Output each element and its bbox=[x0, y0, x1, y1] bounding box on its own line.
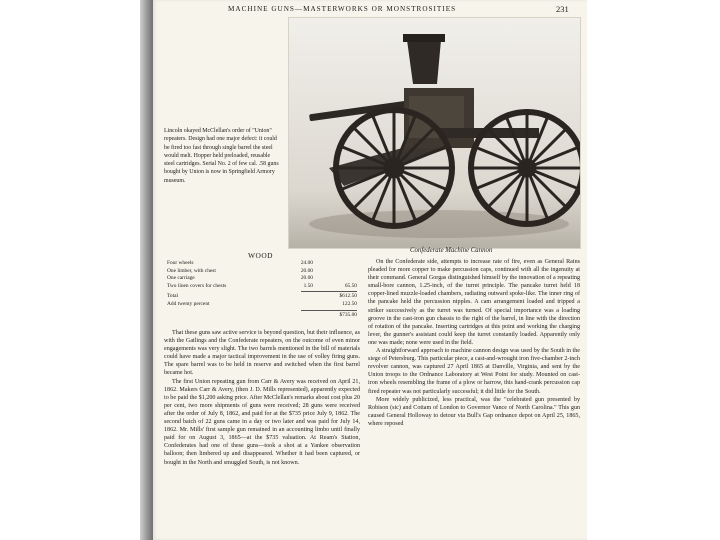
divider bbox=[301, 310, 357, 311]
row-label: One limber, with chest bbox=[167, 267, 216, 274]
paragraph: On the Confederate side, attempts to increase rate of fire, even as General Rains pleaded for more copper to make percussion caps, continued with all the ingenuity at their command. General Gorgas distinguished himself by the innovation of a repeating small-bore cannon, 1.25-inch, of the turret principle. The pancake turret held 18 copper-lined muzzle-loaded chambers, radiating outward spoke-like. The inner ring of the pancake held the percussion nipples. A cam arrangement loaded and tripped a striker successively as the turret was turned. Of special importance was a loading groove in the cast-iron gun chassis to the right of the barrel, in line with the direction of rotation of the pancake. Inserting cartridges at this point and working the charging lever, the gunner's assistant could keep the turret constantly loaded. Apparently only one was made; none were used in the field. bbox=[368, 259, 580, 346]
page-number: 231 bbox=[556, 4, 569, 14]
total-value: $612.50 bbox=[339, 293, 357, 300]
wood-table-title: WOOD bbox=[248, 251, 273, 260]
book-spine bbox=[140, 0, 154, 540]
table-row bbox=[167, 268, 357, 276]
photo-caption: Lincoln okayed McClellan's order of "Union" repeaters. Design had one major defect: it could be fired too fast through single barrel the steel would melt. Hopper held preloaded, reusable steel cartridges. Serial No. 2 of few cal. .58 guns bought by Union is now in Springfield Armory museum. bbox=[164, 128, 279, 184]
row-label: Two linen covers for chests bbox=[167, 282, 227, 289]
row-label: Four wheels bbox=[167, 260, 194, 266]
grand-total-value: $735.00 bbox=[339, 311, 357, 318]
right-text-column bbox=[368, 258, 580, 428]
paragraph: The first Union repeating gun from Carr & Avery was received on April 21, 1862. Makers Carr & Avery, (then J. D. Mills represented), apparently expected to be paid the $1,200 asking price. After McClellan's remarks about cost plus 20 per cent, two more shipments of guns were received; 28 guns were received after the order of July 8, 1862, and paid for at the $735 price July 9, 1862. The second batch of 22 guns came in a day or two later and was paid for July 14, 1862. Mr. Mills' first sample gun remained in an accounting limbo until finally paid for on August 3, 1865—at the $735 valuation. At Ream's Station, Confederates had one of these guns—took a shot at a Yankee observation balloon; then limbered up and disappeared. Whether it had been captured, or bought in the North and smuggled South, is not known. bbox=[164, 378, 360, 466]
paragraph: More widely publicized, less practical, was the "celebrated gun presented by Robison (sic) and Cottam of London to Governor Vance of North Carolina." This gun caused General Holloway to detour via Bull's Gap ordnance depot on April 25, 1865, where reposed bbox=[368, 396, 580, 427]
photo-title: Confederate Machine Cannon bbox=[410, 247, 493, 254]
running-head: MACHINE GUNS—MASTERWORKS OR MONSTROSITIES bbox=[228, 5, 457, 13]
row-value: 20.00 bbox=[300, 267, 313, 274]
left-text-column bbox=[164, 329, 360, 467]
total-row bbox=[167, 293, 357, 301]
row-subtotal: 65.50 bbox=[344, 282, 357, 289]
percent-row bbox=[167, 301, 357, 309]
machine-cannon-photo bbox=[288, 17, 581, 249]
percent-label: Add twenty percent bbox=[167, 300, 210, 307]
paragraph: That these guns saw active service is beyond question, but their influence, as with the Gatlings and the Confederate repeaters, on the outcome of even minor engagements was very slight. The two barrels mentioned in the bill of materials could have made a major tactical improvement in the use of volley firing guns. The spare barrel was to be held in reserve and switched when the first barrel became hot. bbox=[164, 330, 360, 377]
wood-cost-table bbox=[167, 260, 357, 319]
row-label: One carriage bbox=[167, 275, 195, 282]
paragraph: A straightforward approach to machine cannon design was used by the South in the siege of Petersburg. This particular piece, a cast-and-wrought iron five-chamber 2-inch revolver cannon, was captured 27 April 1865 at Danville, Virginia, and sent by the Union troops to the Ordnance Laboratory at West Point for study. Mounted on cast-iron wheels resembling the frame of a plow or harrow, this hand-crank percussion cap fired repeater was not particularly successful; it did little for the South. bbox=[368, 348, 580, 395]
percent-value: 122.50 bbox=[342, 300, 357, 307]
grand-total-row bbox=[167, 312, 357, 320]
table-row bbox=[167, 260, 357, 268]
table-row bbox=[167, 283, 357, 291]
total-label: Total bbox=[167, 293, 178, 300]
cannon-illustration bbox=[289, 18, 580, 248]
row-value: 20.00 bbox=[300, 275, 313, 282]
table-row bbox=[167, 275, 357, 283]
row-value: 1.50 bbox=[303, 282, 313, 289]
row-value: 24.00 bbox=[300, 260, 313, 266]
